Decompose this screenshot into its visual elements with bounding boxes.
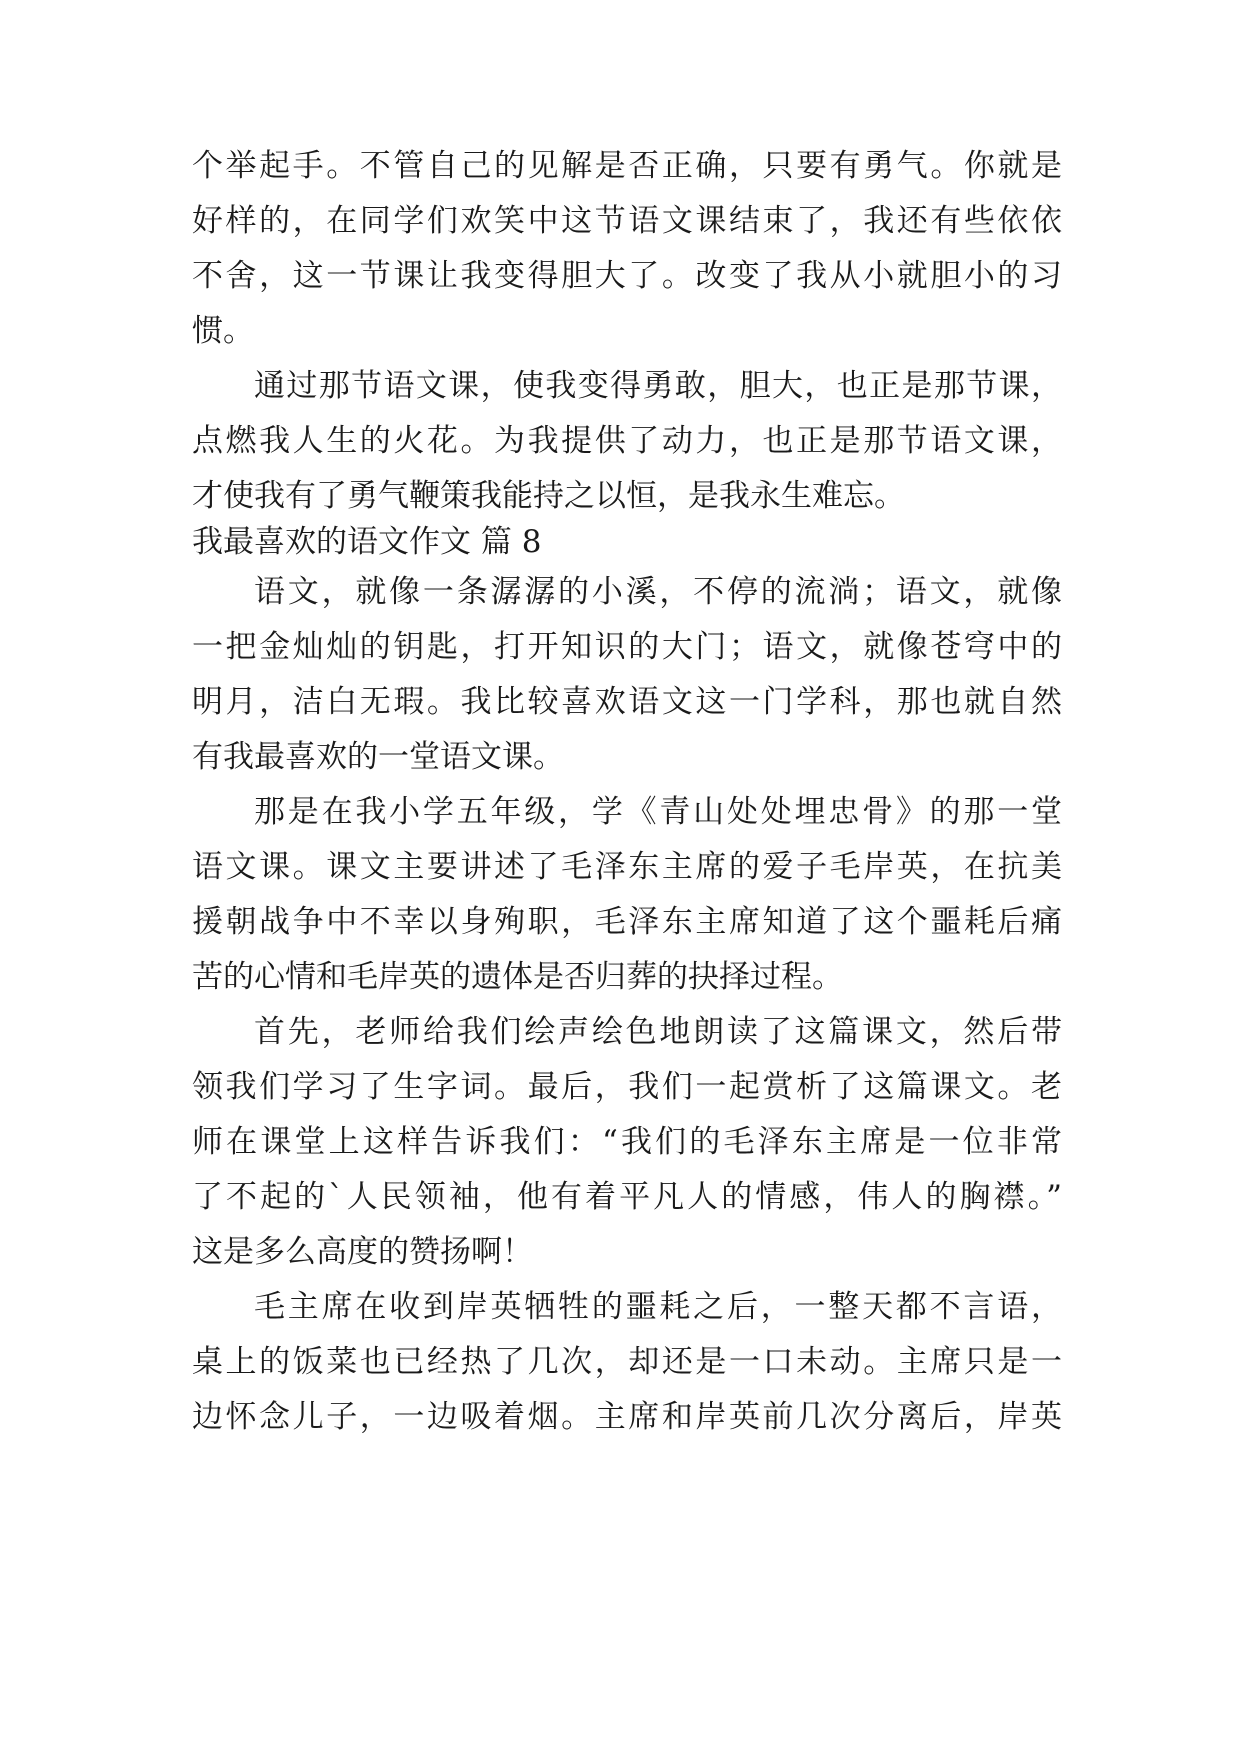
paragraph-line: 点燃我人生的火花。为我提供了动力，也正是那节语文课， [192,423,1062,459]
paragraph-line: 明月，洁白无瑕。我比较喜欢语文这一门学科，那也就自然 [192,684,1062,720]
paragraph-line: 首先，老师给我们绘声绘色地朗读了这篇课文，然后带 [254,1014,1062,1050]
paragraph-line: 语文课。课文主要讲述了毛泽东主席的爱子毛岸英，在抗美 [192,849,1062,885]
paragraph-line: 援朝战争中不幸以身殉职，毛泽东主席知道了这个噩耗后痛 [192,904,1062,940]
section-heading: 我最喜欢的语文作文 篇 8 [192,524,542,560]
paragraph-line: 一把金灿灿的钥匙，打开知识的大门；语文，就像苍穹中的 [192,629,1062,665]
paragraph-line: 边怀念儿子，一边吸着烟。主席和岸英前几次分离后，岸英 [192,1399,1062,1435]
paragraph-line: 师在课堂上这样告诉我们：“我们的毛泽东主席是一位非常 [192,1124,1062,1160]
paragraph-line: 领我们学习了生字词。最后，我们一起赏析了这篇课文。老 [192,1069,1062,1105]
paragraph-line: 不舍，这一节课让我变得胆大了。改变了我从小就胆小的习 [192,258,1062,294]
paragraph-line: 通过那节语文课，使我变得勇敢，胆大，也正是那节课， [254,368,1062,404]
paragraph-line: 毛主席在收到岸英牺牲的噩耗之后，一整天都不言语， [254,1289,1062,1325]
paragraph-line: 有我最喜欢的一堂语文课。 [192,739,564,775]
paragraph-line: 惯。 [192,313,254,349]
paragraph-line: 个举起手。不管自己的见解是否正确，只要有勇气。你就是 [192,148,1062,184]
paragraph-line: 那是在我小学五年级，学《青山处处埋忠骨》的那一堂 [254,794,1062,830]
paragraph-line: 苦的心情和毛岸英的遗体是否归葬的抉择过程。 [192,959,843,995]
paragraph-line: 语文，就像一条潺潺的小溪，不停的流淌；语文，就像 [254,574,1062,610]
paragraph-line: 才使我有了勇气鞭策我能持之以恒，是我永生难忘。 [192,478,905,514]
paragraph-line: 这是多么高度的赞扬啊！ [192,1234,533,1270]
paragraph-line: 了不起的`人民领袖，他有着平凡人的情感，伟人的胸襟。” [192,1179,1062,1215]
paragraph-line: 桌上的饭菜也已经热了几次，却还是一口未动。主席只是一 [192,1344,1062,1380]
paragraph-line: 好样的，在同学们欢笑中这节语文课结束了，我还有些依依 [192,203,1062,239]
